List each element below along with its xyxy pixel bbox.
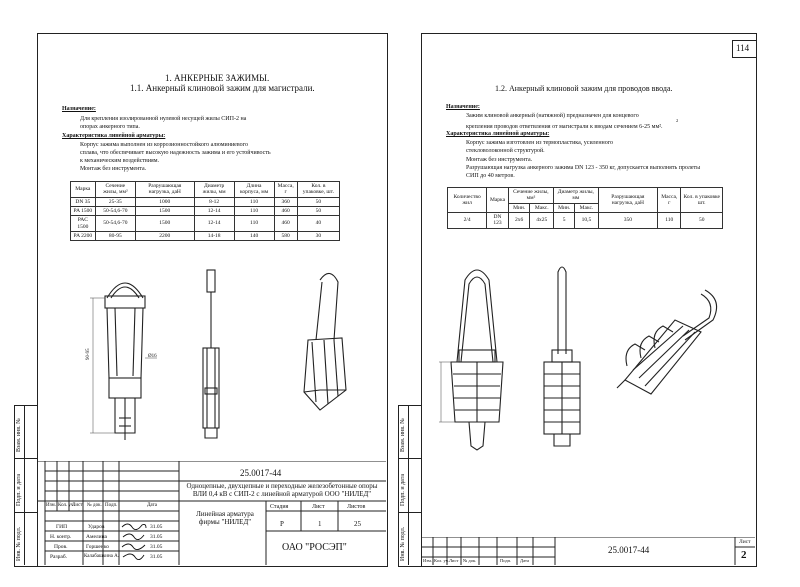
table-cell: 2/4	[448, 212, 487, 228]
table-cell: 140	[234, 231, 274, 240]
left-purpose-heading: Назначение:	[62, 106, 96, 112]
right-section-subtitle: 1.2. Анкерный клиновой зажим для проводов ввода.	[495, 84, 673, 93]
table-cell: PAC 1500	[71, 216, 96, 232]
stamp-person-role: ГИП	[56, 524, 68, 530]
table-row	[71, 216, 340, 232]
table-row	[71, 231, 340, 240]
table-header-cell: Количество жил	[448, 188, 487, 213]
left-stamp-stage: Р	[280, 520, 284, 528]
left-stamp-project-desc: Одноцепные, двухцепные и переходные железобетонные опоры ВЛИ 0,4 кВ с СИП-2 с линейной арматурой ООО "НИЛЕД"	[186, 482, 378, 499]
table-cell: 40	[297, 216, 339, 232]
table-header-cell: Марка	[71, 182, 96, 198]
side-label-replace-inv: Взам. инв. №	[400, 418, 406, 452]
table-cell: 2200	[136, 231, 195, 240]
table-cell: PA 2200	[71, 231, 96, 240]
table-row	[71, 197, 340, 206]
right-purpose-heading: Назначение:	[446, 104, 480, 110]
table-header-cell: Кол. в упаковке, шт.	[297, 182, 339, 198]
stamp-col-header: Лист	[449, 558, 459, 563]
table-subheader-cell: Мин.	[508, 203, 530, 212]
table-header-cell: Диаметр жилы, мм	[554, 188, 599, 204]
table-cell: 50-54,6-70	[95, 216, 135, 232]
table-cell: 4x25	[530, 212, 554, 228]
clamp-isometric-drawing	[290, 270, 360, 420]
stamp-person-date: 31.05	[150, 554, 163, 560]
stamp-col-header: № док.	[463, 558, 477, 563]
stamp-person-role: Н. контр.	[50, 534, 72, 540]
table-cell: 12-14	[194, 216, 234, 232]
left-features-line: Корпус зажима выполнен из коррозионностойкого алюминиевого	[80, 142, 248, 148]
stamp-col-header: Кол. уч.	[434, 558, 450, 563]
signature-marks	[120, 520, 148, 564]
left-section-subtitle: 1.1. Анкерный клиновой зажим для магистрали.	[130, 83, 315, 93]
table-subheader-cell: Макс.	[575, 203, 598, 212]
left-purpose-line: Для крепления изолированной нулевой несущей жилы СИП-2 на	[80, 116, 247, 122]
table-cell: 12-14	[194, 206, 234, 215]
table-cell: 50	[297, 206, 339, 215]
left-binding-col-line	[24, 405, 25, 565]
side-label-inv-number: Инв. № подл.	[16, 526, 22, 561]
right-binding-divider	[398, 512, 421, 513]
table-cell: 50-54,6-70	[95, 206, 135, 215]
stamp-col-header: Подп.	[105, 503, 118, 508]
table-cell: 110	[234, 216, 274, 232]
stamp-col-header: № док.	[87, 503, 102, 508]
right-binding-divider	[398, 458, 421, 459]
stamp-person-name: Горшенко	[86, 544, 109, 550]
left-binding-divider	[14, 458, 37, 459]
left-section-title: 1. АНКЕРНЫЕ ЗАЖИМЫ.	[165, 73, 270, 83]
table-cell: 460	[274, 206, 297, 215]
table-cell: 350	[598, 212, 657, 228]
stamp-col-header: Кол. уч.	[58, 503, 75, 508]
left-stamp-sheets: 25	[354, 520, 361, 528]
input-clamp-front-drawing	[437, 262, 517, 452]
table-cell: 1500	[136, 206, 195, 215]
dim-label-length: 90-95	[86, 348, 91, 360]
dim-label-diameter: Ø16	[148, 354, 157, 359]
table-header-cell: Сечение жилы, мм²	[508, 188, 553, 204]
table-cell: 460	[274, 216, 297, 232]
table-cell: 110	[658, 212, 681, 228]
left-features-line: Монтаж без инструмента.	[80, 166, 147, 172]
table-cell: PA 1500	[71, 206, 96, 215]
right-features-line: Корпус зажима изготовлен из термопластика, усиленного	[466, 140, 614, 146]
clamp-side-view-drawing	[186, 268, 236, 448]
left-binding-divider	[14, 512, 37, 513]
right-stamp-sheet-label: Лист	[739, 539, 751, 545]
table-header-cell: Кол. в упаковке шт.	[681, 188, 723, 213]
table-cell: 50	[681, 212, 723, 228]
right-stamp-doc-number: 25.0017-44	[608, 545, 650, 555]
stamp-person-role: Пров.	[54, 544, 68, 550]
table-cell: 1000	[136, 197, 195, 206]
table-cell: DN 123	[487, 212, 509, 228]
stamp-col-header: Изм.	[46, 503, 56, 508]
right-spec-table	[447, 187, 723, 229]
stamp-person-name: Амелина	[86, 534, 107, 540]
table-cell: 110	[234, 197, 274, 206]
table-header-cell: Сечение жилы, мм²	[95, 182, 135, 198]
table-cell: DN 35	[71, 197, 96, 206]
side-label-sign-date: Подп. и дата	[400, 473, 406, 506]
table-cell: 110	[234, 206, 274, 215]
right-features-line: СИП до 40 метров.	[466, 173, 515, 179]
table-header-cell: Разрушающая нагрузка, даН	[136, 182, 195, 198]
right-purpose-line: крепления проводов ответвления от магистрали к вводам сечением 6-25 мм².	[466, 124, 663, 130]
table-row	[71, 206, 340, 215]
table-cell: 14-18	[194, 231, 234, 240]
right-page-tag: 114	[736, 43, 750, 53]
table-cell: 25-35	[95, 197, 135, 206]
table-cell: 360	[274, 197, 297, 206]
left-stamp-sheet: 1	[318, 520, 322, 528]
stamp-person-role: Разраб.	[50, 554, 68, 560]
stamp-col-header: Дата	[147, 503, 157, 508]
right-features-line: стекловолоконной структурой.	[466, 148, 545, 154]
table-subheader-cell: Макс.	[530, 203, 554, 212]
left-purpose-line: опорах анкерного типа.	[80, 124, 140, 130]
input-clamp-isometric-drawing	[605, 270, 725, 400]
side-label-replace-inv: Взам. инв. №	[16, 418, 22, 452]
stamp-person-date: 31.05	[150, 534, 163, 540]
left-stamp-doc-number: 25.0017-44	[240, 468, 282, 478]
stamp-col-header: Изм.	[423, 558, 432, 563]
stamp-person-date: 31.05	[150, 544, 163, 550]
table-cell: 1500	[136, 216, 195, 232]
right-binding-col-line	[408, 405, 409, 565]
table-header-cell: Длина корпуса, мм	[234, 182, 274, 198]
left-features-heading: Характеристика линейной арматуры:	[62, 133, 166, 139]
stamp-col-header: Лист	[72, 503, 83, 508]
table-header-row	[71, 182, 340, 198]
side-label-inv-number: Инв. № подл.	[400, 526, 406, 561]
left-features-line: сплава, что обеспечивает высокую надежность зажима и его устойчивость	[80, 150, 271, 156]
table-cell: 2x6	[508, 212, 530, 228]
table-cell: 50	[297, 197, 339, 206]
table-row	[448, 212, 723, 228]
input-clamp-side-drawing	[532, 262, 592, 452]
stamp-person-name: Калабашкина А.	[84, 554, 119, 559]
table-cell: 80-95	[95, 231, 135, 240]
right-purpose-superscript: 2	[676, 118, 679, 123]
table-header-cell: Масса, г	[658, 188, 681, 213]
side-label-sign-date: Подп. и дата	[16, 473, 22, 506]
stamp-person-name: Ударов	[88, 524, 105, 530]
right-features-line: Разрушающая нагрузка анкерного зажима DN 123 - 350 кг, допускается выполнять пролеты	[466, 165, 701, 171]
left-spec-table	[70, 181, 340, 241]
left-stamp-org: ОАО "РОСЭП"	[282, 542, 347, 553]
left-stamp-sheet-label: Лист	[312, 504, 325, 510]
table-cell: 10,5	[575, 212, 598, 228]
stamp-col-header: Дата	[520, 558, 529, 563]
table-cell: 5	[554, 212, 575, 228]
stamp-col-header: Подп.	[500, 558, 512, 563]
left-stamp-sheets-label: Листов	[347, 504, 366, 510]
stamp-person-date: 31.05	[150, 524, 163, 530]
left-stamp-sheet-title: Линейная арматура фирмы "НИЛЕД"	[196, 510, 254, 527]
left-features-line: к механическим воздействиям.	[80, 158, 160, 164]
table-cell: 8-12	[194, 197, 234, 206]
table-cell: 580	[274, 231, 297, 240]
left-stamp-stage-label: Стадия	[270, 504, 289, 510]
right-features-line: Монтаж без инструмента.	[466, 157, 533, 163]
right-features-heading: Характеристика линейной арматуры:	[446, 131, 550, 137]
table-header-cell: Масса, г	[274, 182, 297, 198]
table-header-cell: Диаметр жилы, мм	[194, 182, 234, 198]
right-stamp-sheet: 2	[741, 549, 747, 561]
table-header-cell: Разрушающая нагрузка, даН	[598, 188, 657, 213]
table-header-row	[448, 188, 723, 204]
right-purpose-line: Зажим клиновой анкерный (натяжной) предназначен для концевого	[466, 113, 639, 119]
table-subheader-cell: Мин.	[554, 203, 575, 212]
table-header-cell: Марка	[487, 188, 509, 213]
table-cell: 30	[297, 231, 339, 240]
